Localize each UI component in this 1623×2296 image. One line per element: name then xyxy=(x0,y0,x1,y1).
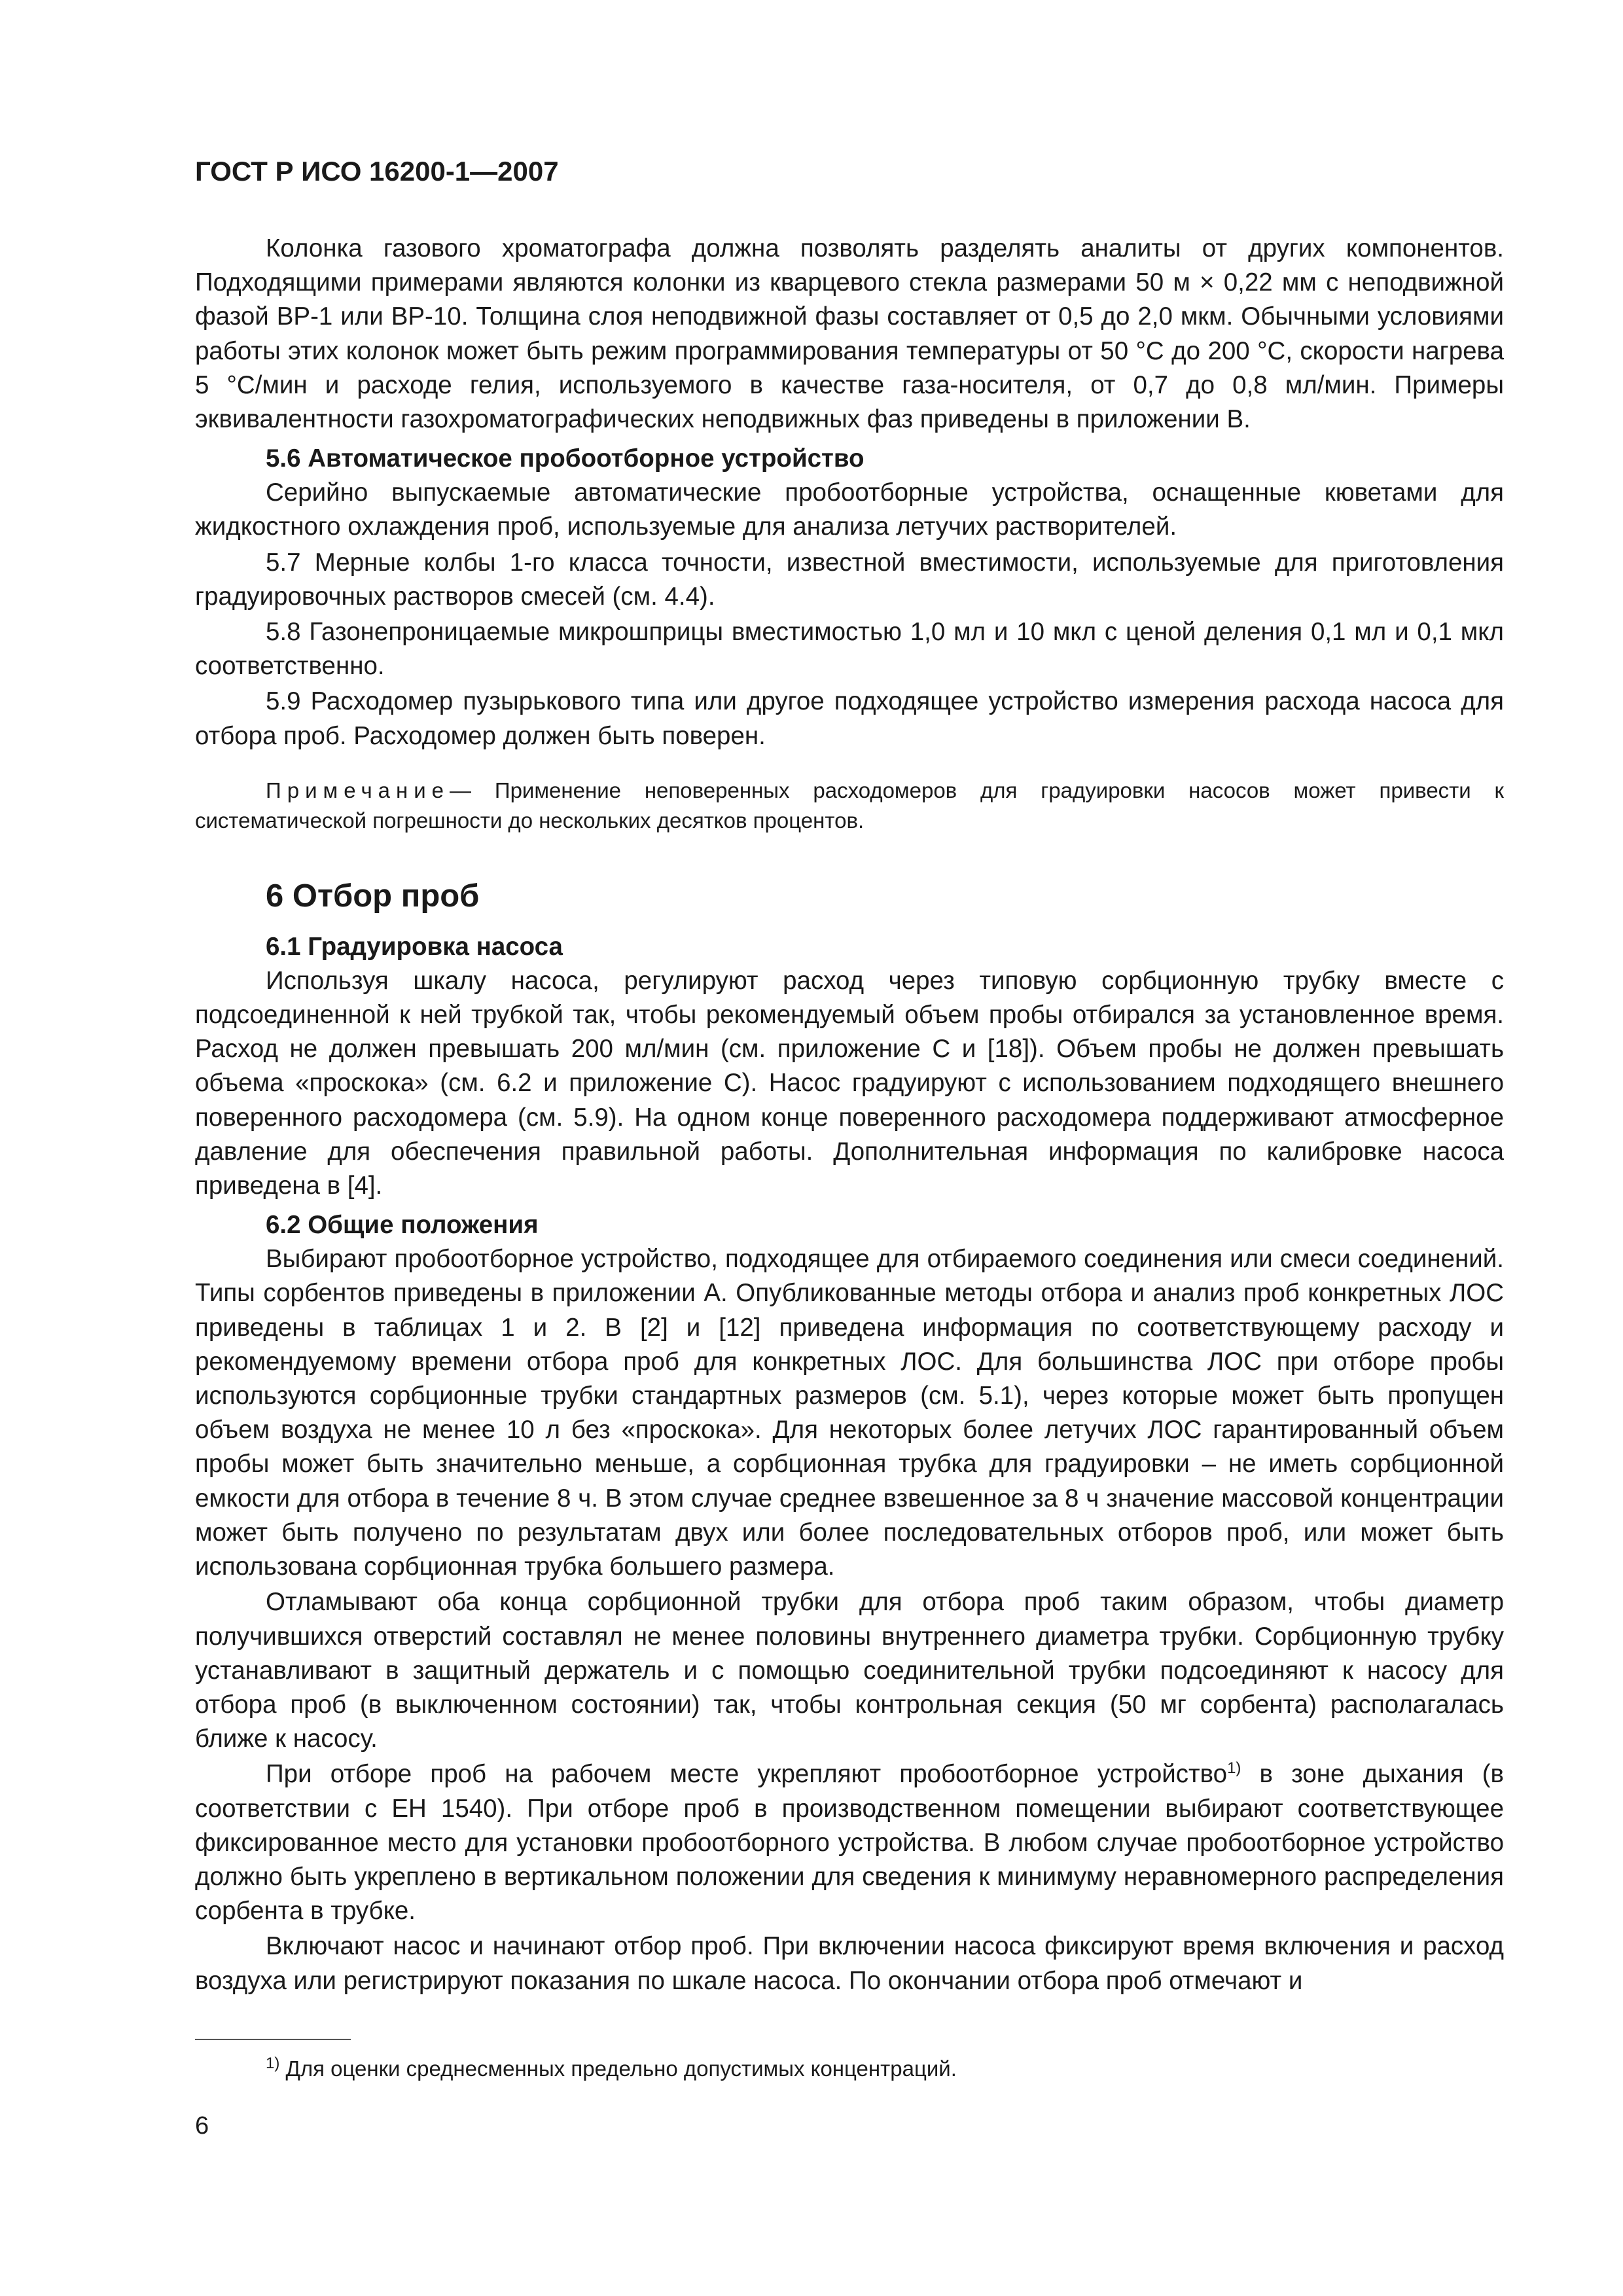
footnote-reference: 1) xyxy=(1227,1759,1241,1778)
paragraph-5-6: Серийно выпускаемые автоматические пробоотборные устройства, оснащенные кюветами для жидкостного охлаждения проб, используемые для анализа летучих растворителей. xyxy=(195,478,1504,541)
paragraph-6-2-d: Включают насос и начинают отбор проб. При включении насоса фиксируют время включения и расход воздуха или регистрируют показания по шкале насоса. По окончании отбора проб отмечают и xyxy=(195,1932,1504,1995)
heading-5-6: 5.6 Автоматическое пробоотборное устройство xyxy=(266,444,865,473)
document-code: ГОСТ Р ИСО 16200-1—2007 xyxy=(195,156,559,187)
paragraph-6-2-c-part-1: При отборе проб на рабочем месте укрепляют пробоотборное устройство xyxy=(266,1760,1228,1789)
footnote xyxy=(266,2054,957,2084)
note-label: Примечание xyxy=(266,778,450,802)
paragraph-5-7: 5.7 Мерные колбы 1-го класса точности, известной вместимости, используемые для приготовления градуировочных растворов смесей (см. 4.4). xyxy=(195,548,1504,611)
footnote-text: Для оценки среднесменных предельно допустимых концентраций. xyxy=(279,2056,957,2081)
paragraph-5-8: 5.8 Газонепроницаемые микрошприцы вместимостью 1,0 мл и 10 мкл с ценой деления 0,1 мл и 0,1 мкл соответственно. xyxy=(195,618,1504,681)
note-text: — Применение неповеренных расходомеров для градуировки насосов может привести к систематической погрешности до нескольких десятков процентов. xyxy=(195,778,1504,833)
footnote-divider xyxy=(195,2039,351,2040)
heading-6-1: 6.1 Градуировка насоса xyxy=(266,932,563,961)
paragraph-6-2-c-part-2: в зоне дыхания (в соответствии с ЕН 1540). При отборе проб в производственном помещении выбирают соответствующее фиксированное место для установки пробоотборного устройства. В любом случае пробоотборное устройство должно быть укреплено в вертикальном положении для сведения к минимуму неравномерного распределения сорбента в трубке. xyxy=(195,1760,1504,1926)
paragraph-6-2-c xyxy=(195,1757,1504,1928)
page-number: 6 xyxy=(195,2112,209,2140)
paragraph-6-1: Используя шкалу насоса, регулируют расход через типовую сорбционную трубку вместе с подсоединенной к ней трубкой так, чтобы рекомендуемый объем пробы отбирался за установленное время. Расход не должен превышать 200 мл/мин (см. приложение С и [18]). Объем пробы не должен превышать объема «проскока» (см. 6.2 и приложение С). Насос градуируют с использованием подходящего внешнего поверенного расходомера (см. 5.9). На одном конце поверенного расходомера поддерживают атмосферное давление для обеспечения правильной работы. Дополнительная информация по калибровке насоса приведена в [4]. xyxy=(195,966,1504,1200)
heading-section-6: 6 Отбор проб xyxy=(266,878,480,914)
paragraph-gc-column: Колонка газового хроматографа должна позволять разделять аналиты от других компонентов. Подходящими примерами являются колонки из кварцевого стекла размерами 50 м × 0,22 мм с неподвижной фазой ВР-1 или ВР-10. Толщина слоя неподвижной фазы составляет от 0,5 до 2,0 мкм. Обычными условиями работы этих колонок может быть режим программирования температуры от 50 °С до 200 °С, скорости нагрева 5 °С/мин и расходе гелия, используемого в качестве газа-носителя, от 0,7 до 0,8 мл/мин. Примеры эквивалентности газохроматографических неподвижных фаз приведены в приложении В. xyxy=(195,234,1504,434)
paragraph-5-9: 5.9 Расходомер пузырькового типа или другое подходящее устройство измерения расхода насоса для отбора проб. Расходомер должен быть поверен. xyxy=(195,687,1504,750)
paragraph-6-2-a: Выбирают пробоотборное устройство, подходящее для отбираемого соединения или смеси соединений. Типы сорбентов приведены в приложении А. Опубликованные методы отбора и анализ проб конкретных ЛОС приведены в таблицах 1 и 2. В [2] и [12] приведена информация по соответствующему расходу и рекомендуемому времени отбора проб для конкретных ЛОС. Для большинства ЛОС при отборе пробы используются сорбционные трубки стандартных размеров (см. 5.1), через которые может быть пропущен объем воздуха не менее 10 л без «проскока». Для некоторых более летучих ЛОС гарантированный объем пробы может быть значительно меньше, а сорбционная трубка для градуировки – не иметь сорбционной емкости для отбора в течение 8 ч. В этом случае среднее взвешенное за 8 ч значение массовой концентрации может быть получено по результатам двух или более последовательных отборов проб, или может быть использована сорбционная трубка большего размера. xyxy=(195,1245,1504,1581)
note xyxy=(195,776,1504,836)
footnote-marker: 1) xyxy=(266,2054,280,2072)
paragraph-6-2-b: Отламывают оба конца сорбционной трубки для отбора проб таким образом, чтобы диаметр получившихся отверстий составлял не менее половины внутреннего диаметра трубки. Сорбционную трубку устанавливают в защитный держатель и с помощью соединительной трубки подсоединяют к насосу для отбора проб (в выключенном состоянии) так, чтобы контрольная секция (50 мг сорбента) располагалась ближе к насосу. xyxy=(195,1588,1504,1753)
heading-6-2: 6.2 Общие положения xyxy=(266,1211,539,1240)
page-body xyxy=(195,152,1504,1998)
